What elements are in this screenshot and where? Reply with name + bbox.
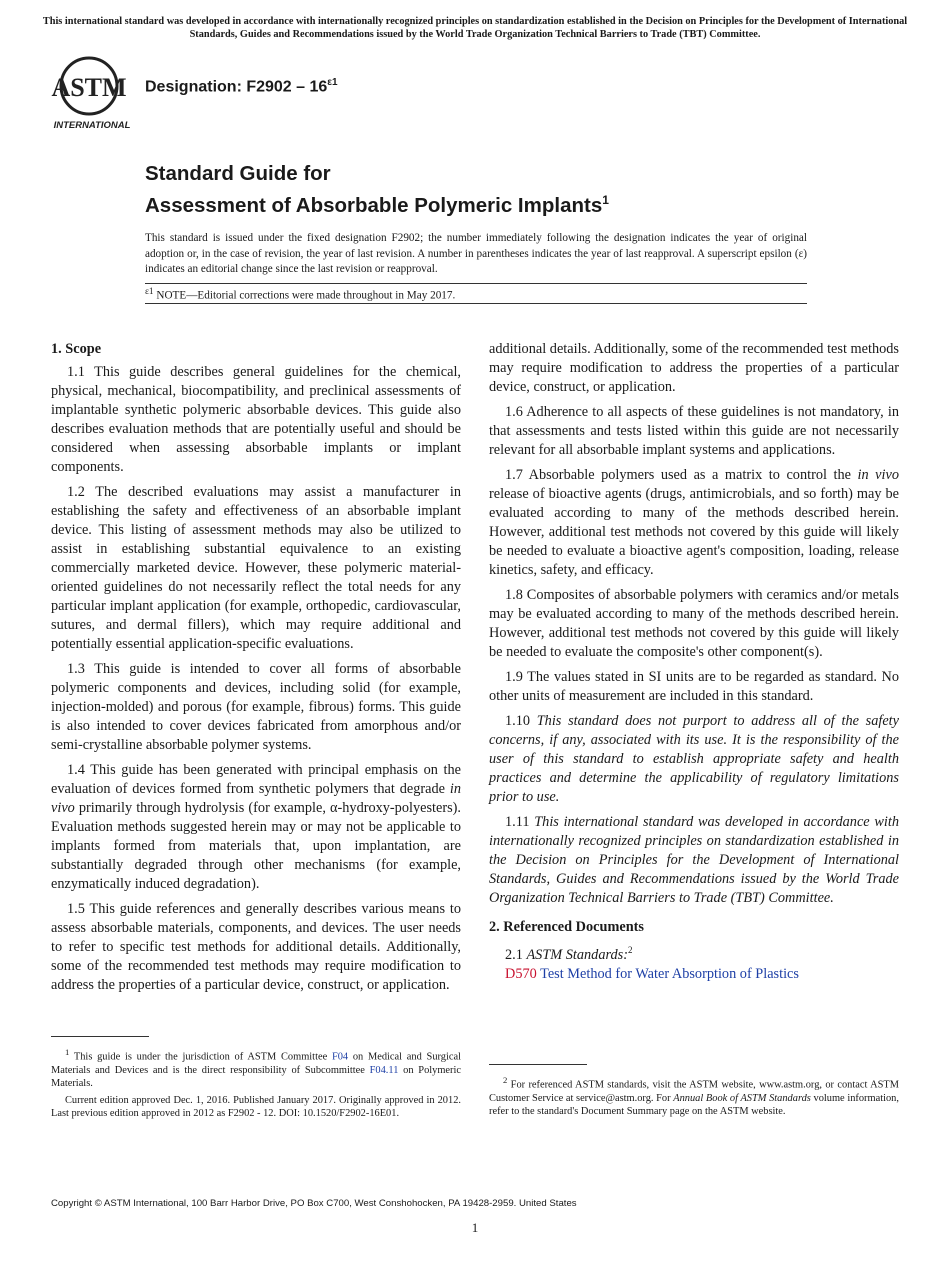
footnote-2: $^2$ For referenced ASTM standards, visit the ASTM website, www.astm.org, or contact ASTM Customer Service at service@astm.org. For Annual Book of ASTM Standards volume information, refer to the standard's Document Summary page on the ASTM website. (489, 1075, 899, 1118)
astm-logo-icon (52, 54, 134, 132)
right-column (489, 340, 899, 984)
left-column (51, 340, 461, 993)
footnote-1: $^1$ This guide is under the jurisdiction of ASTM Committee F04 on Medical and Surgical Materials and Devices and is the direct responsibility of Subcommittee F04.11 on Polymeric Materials. Current edition approved Dec. 1, 2016. Published January 2017. Originally approved in 2012. Last previous edition approved in 2012 as F2902 - 12. DOI: 10.1520/F2902-16E01. (51, 1047, 462, 1120)
page-number: 1 (471, 1220, 479, 1235)
subcommittee-link[interactable]: F04.11 (369, 1064, 399, 1076)
divider (145, 283, 807, 284)
paragraph-1-10: 1.10 This standard does not purport to address all of the safety concerns, if any, associated with its use. It is the responsibility of the user of this standard to establish appropriate safety and health practices and determine the applicability of regulatory limitations prior to use. (489, 713, 899, 805)
page-title (145, 161, 609, 219)
paragraph-1-2: 1.2 The described evaluations may assist a manufacturer in establishing the safety and effectiveness of an absorbable implant device. This listing of assessment methods may also be utilized to assist in establishing substantial equivalence to an existing commercially marketed device. However, these polymeric material-oriented guidelines do not necessarily reflect the total needs for any particular implant application (for example, orthopedic, cardiovascular, sutures, and dermal fillers), which may require additional and potentially essential application-specific evaluations. (51, 484, 461, 652)
paragraph-2-1: 2.1 ASTM Standards:$^2$ (505, 945, 633, 963)
paragraph-1-3: 1.3 This guide is intended to cover all forms of absorbable polymeric components and devices, including solid (for example, injection-molded) and porous (for example, fibrous) forms. This guide is also intended to cover devices fabricated from amorphous and/or semi-crystalline absorbable polymer systems. (51, 661, 461, 753)
paragraph-1-5-continued: additional details. Additionally, some of the recommended test methods may require modification to address the properties of a particular device, construct, or application. (489, 341, 899, 395)
referenced-standard-link[interactable]: D570 Test Method for Water Absorption of Plastics (505, 965, 799, 982)
paragraph-1-1: 1.1 This guide describes general guidelines for the chemical, physical, mechanical, biocompatibility, and preclinical assessments of implantable synthetic polymeric absorbable devices. This guide also describes evaluation methods that are potentially useful and should be considered when assessing absorbable implants or implant components. (51, 364, 461, 475)
footnote-divider (51, 1036, 149, 1037)
copyright-footer: Copyright © ASTM International, 100 Barr Harbor Drive, PO Box C700, West Conshohocken, PA 19428-2959. United States (51, 1198, 577, 1209)
paragraph-1-7: 1.7 Absorbable polymers used as a matrix to control the in vivo release of bioactive agents (drugs, antimicrobials, and so forth) may be evaluated according to many of the methods described herein. However, additional test methods not covered by this guide will likely be needed to evaluate a bioactive agent's composition, loading, release kinetics, safety, and efficacy. (489, 467, 899, 578)
logo-bottom-text: INTERNATIONAL (53, 120, 131, 131)
section-heading-referenced-documents: 2. Referenced Documents (489, 919, 644, 935)
top-notice: This international standard was developed in accordance with internationally recognized principles on standardization established in the Decision on Principles for the Development of International Standards, Guides and Recommendations issued by the World Trade Organization Technical Barriers to Trade (TBT) Committee. (42, 16, 908, 40)
paragraph-1-8: 1.8 Composites of absorbable polymers with ceramics and/or metals may be evaluated according to many of the methods described herein. However, additional test methods not covered by this guide will likely be needed to evaluate the composite's other component(s). (489, 587, 899, 660)
designation-sup: ε1 (327, 77, 338, 88)
title-line1: Standard Guide for (145, 162, 331, 185)
footnote-1-edition: Current edition approved Dec. 1, 2016. Published January 2017. Originally approved in 2012. Last previous edition approved in 2012 as F2902 - 12. DOI: 10.1520/F2902-16E01. (51, 1094, 461, 1120)
footnote-divider (489, 1064, 587, 1065)
issued-notice: This standard is issued under the fixed designation F2902; the number immediately following the designation indicates the year of original adoption or, in the case of revision, the year of last revision. A number in parentheses indicates the year of last reapproval. A superscript epsilon (ε) indicates an editorial change since the last revision or reapproval. (145, 232, 807, 275)
title-sup: 1 (602, 193, 609, 207)
title-line2: Assessment of Absorbable Polymeric Implants (145, 193, 603, 217)
paragraph-1-5: 1.5 This guide references and generally describes various means to assess absorbable materials, components, and devices. The user needs to refer to specific test methods for additional details. Additionally, some of the recommended test methods may require modification to address the properties of a particular device, construct, or application. (51, 901, 461, 993)
committee-link[interactable]: F04 (331, 1051, 349, 1063)
editorial-note: $^{\varepsilon 1}$ NOTE—Editorial corrections were made throughout in May 2017. (145, 287, 456, 302)
designation (145, 77, 338, 96)
paragraph-1-6: 1.6 Adherence to all aspects of these guidelines is not mandatory, in that assessments and tests listed within this guide are not necessarily relevant for all absorbable implant systems and applications. (489, 404, 899, 458)
paragraph-1-9: 1.9 The values stated in SI units are to be regarded as standard. No other units of measurement are included in this standard. (489, 669, 899, 704)
designation-label: Designation: F2902 – 16 (145, 78, 328, 96)
divider (145, 303, 807, 304)
section-heading-scope: 1. Scope (51, 341, 102, 357)
paragraph-1-11: 1.11 This international standard was developed in accordance with internationally recognized principles on standardization established in the Decision on Principles for the Development of International Standards, Guides and Recommendations issued by the World Trade Organization Technical Barriers to Trade (TBT) Committee. (489, 814, 899, 906)
paragraph-1-4: 1.4 This guide has been generated with principal emphasis on the evaluation of devices formed from synthetic polymers that degrade in vivo primarily through hydrolysis (for example, α-hydroxy-polyesters). Evaluation methods suggested herein may or may not be applicable to implants formed from materials that, upon implantation, are substantially degraded through other mechanisms (for example, enzymatically induced degradation). (51, 762, 461, 892)
logo-top-text: ASTM (51, 73, 127, 102)
